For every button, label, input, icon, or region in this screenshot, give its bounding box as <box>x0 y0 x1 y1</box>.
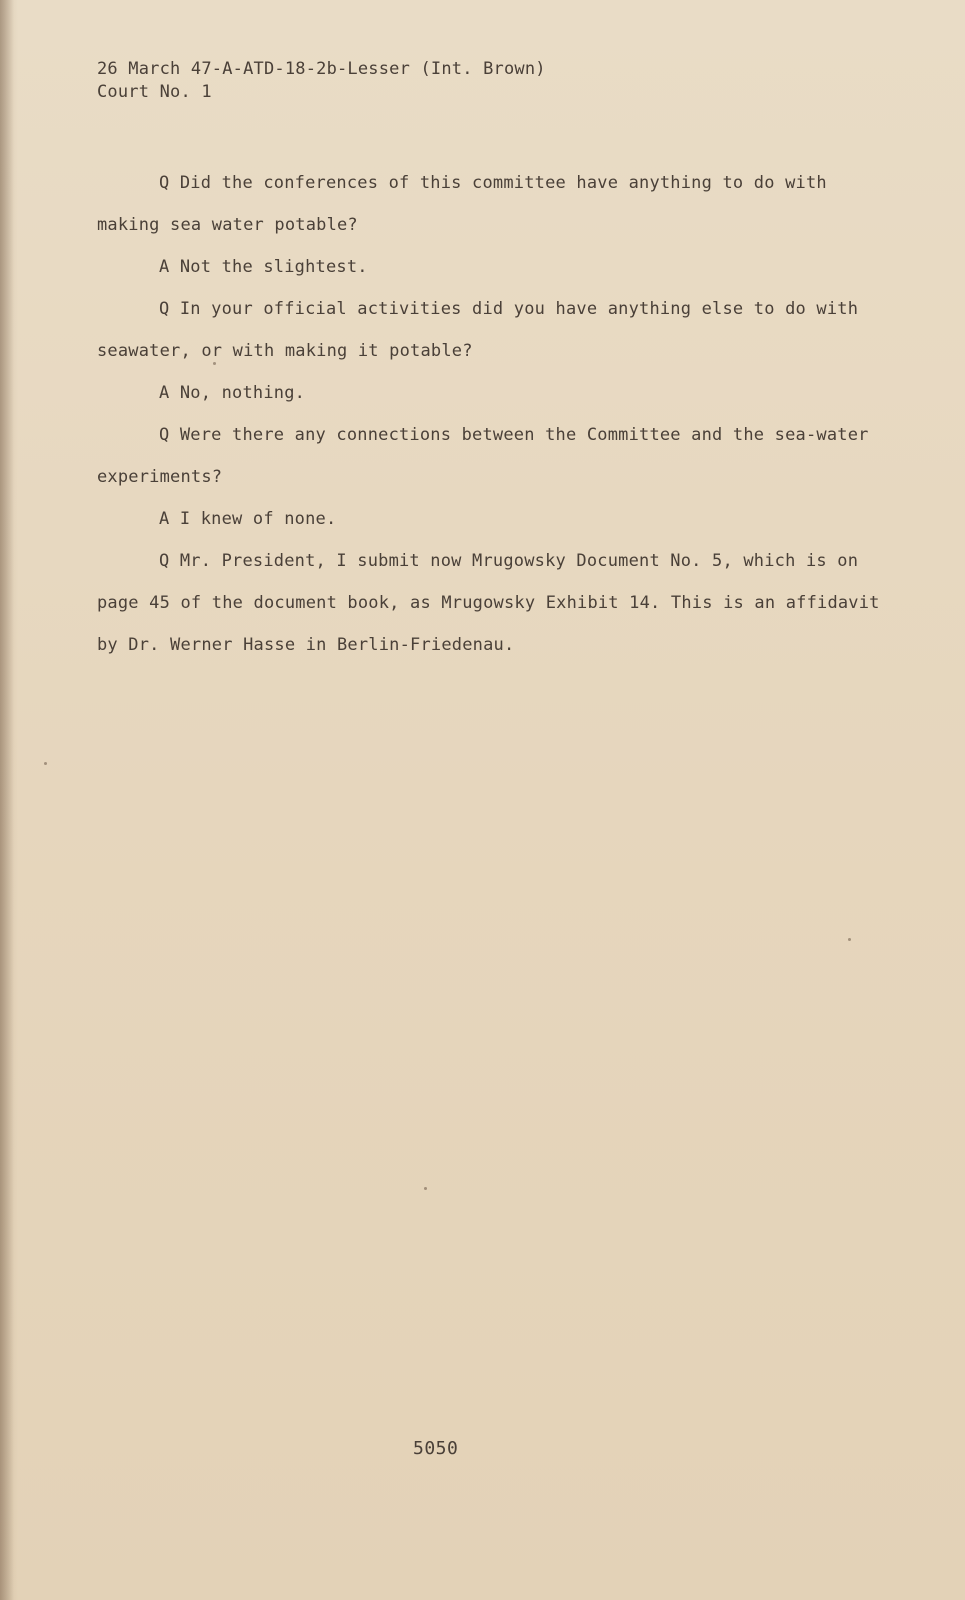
transcript-question-2: Q In your official activities did you have anything else to do with seawater, or with making it potable? <box>97 299 859 361</box>
header-line-court: Court No. 1 <box>97 82 212 102</box>
document-header <box>97 58 546 104</box>
transcript-question-3: Q Were there any connections between the Committee and the sea-water experiments? <box>97 425 869 487</box>
transcript-body <box>97 162 887 666</box>
paper-speck <box>848 938 851 941</box>
transcript-answer-2: A No, nothing. <box>159 383 306 403</box>
transcript-answer-3: A I knew of none. <box>159 509 337 529</box>
transcript-question-4: Q Mr. President, I submit now Mrugowsky Document No. 5, which is on page 45 of the document book, as Mrugowsky Exhibit 14. This is an affidavit by Dr. Werner Hasse in Berlin-Friedenau. <box>97 551 880 655</box>
transcript-answer-1: A Not the slightest. <box>159 257 368 277</box>
paper-speck <box>213 362 216 365</box>
transcript-question-1: Q Did the conferences of this committee have anything to do with making sea water potable? <box>97 173 827 235</box>
page-edge-shadow <box>0 0 14 1600</box>
header-line-date-reference: 26 March 47-A-ATD-18-2b-Lesser (Int. Brown) <box>97 59 546 79</box>
paper-speck <box>44 762 47 765</box>
page-number: 5050 <box>413 1438 459 1459</box>
paper-speck <box>424 1187 427 1190</box>
